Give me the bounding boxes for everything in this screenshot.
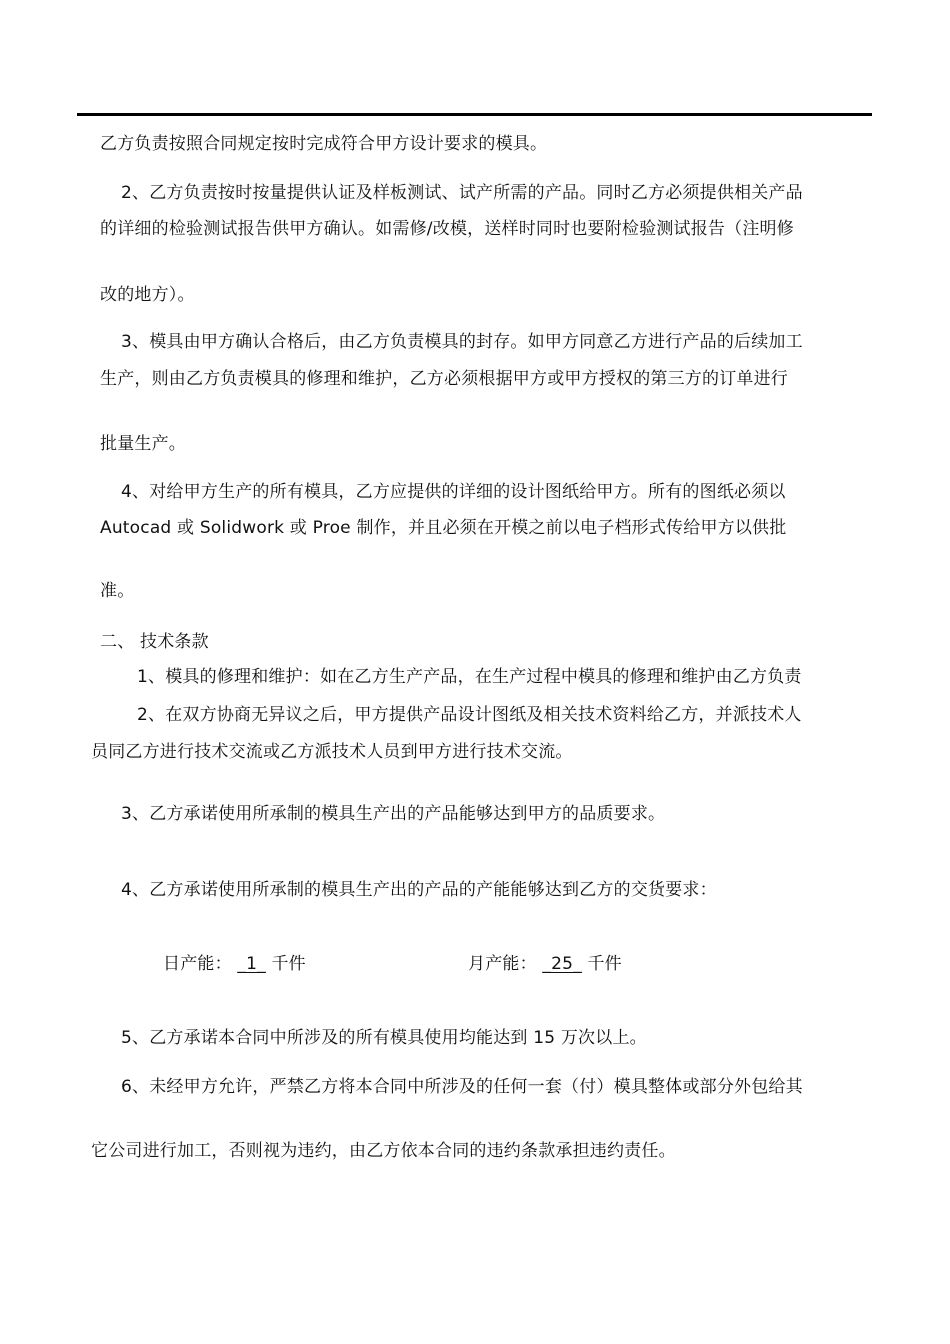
text-line-8: 4、对给甲方生产的所有模具，乙方应提供的详细的设计图纸给甲方。所有的图纸必须以 bbox=[121, 482, 786, 502]
text-line-18: 6、未经甲方允许，严禁乙方将本合同中所涉及的任何一套（付）模具整体或部分外包给其 bbox=[121, 1077, 803, 1097]
text-line-16: 4、乙方承诺使用所承制的模具生产出的产品的产能能够达到乙方的交货要求： bbox=[121, 880, 717, 900]
text-line-6: 生产，则由乙方负责模具的修理和维护，乙方必须根据甲方或甲方授权的第三方的订单进行 bbox=[100, 369, 788, 389]
text-line-5: 3、模具由甲方确认合格后，由乙方负责模具的封存。如甲方同意乙方进行产品的后续加工 bbox=[121, 332, 803, 352]
text-line-17: 5、乙方承诺本合同中所涉及的所有模具使用均能达到 15 万次以上。 bbox=[121, 1028, 647, 1048]
text-line-14: 员同乙方进行技术交流或乙方派技术人员到甲方进行技术交流。 bbox=[91, 742, 573, 762]
text-line-15: 3、乙方承诺使用所承制的模具生产出的产品能够达到甲方的品质要求。 bbox=[121, 804, 666, 824]
text-line-13: 2、在双方协商无异议之后，甲方提供产品设计图纸及相关技术资料给乙方，并派技术人 bbox=[137, 705, 802, 725]
text-line-3: 的详细的检验测试报告供甲方确认。如需修/改模，送样时同时也要附检验测试报告（注明修 bbox=[100, 219, 794, 239]
text-line-19: 它公司进行加工，否则视为违约，由乙方依本合同的违约条款承担违约责任。 bbox=[91, 1141, 676, 1161]
daily-capacity-label: 日产能： bbox=[163, 954, 232, 974]
text-line-7: 批量生产。 bbox=[100, 434, 186, 454]
text-line-4: 改的地方）。 bbox=[100, 285, 195, 305]
daily-capacity-value: _1_ bbox=[237, 954, 266, 974]
text-line-2: 2、乙方负责按时按量提供认证及样板测试、试产所需的产品。同时乙方必须提供相关产品 bbox=[121, 183, 803, 203]
text-line-12: 1、模具的修理和维护：如在乙方生产产品，在生产过程中模具的修理和维护由乙方负责 bbox=[137, 667, 802, 687]
daily-capacity-unit: 千件 bbox=[271, 954, 306, 974]
monthly-capacity-label: 月产能： bbox=[468, 954, 537, 974]
monthly-capacity-unit: 千件 bbox=[587, 954, 622, 974]
daily-capacity bbox=[163, 953, 306, 975]
monthly-capacity bbox=[468, 953, 622, 975]
text-line-9: Autocad 或 Solidwork 或 Proe 制作，并且必须在开模之前以电子档形式传给甲方以供批 bbox=[100, 518, 787, 538]
header-rule bbox=[77, 113, 872, 116]
text-line-10: 准。 bbox=[100, 581, 135, 601]
monthly-capacity-value: _25_ bbox=[542, 954, 582, 974]
section-heading: 二、 技术条款 bbox=[100, 632, 209, 652]
text-line-1: 乙方负责按照合同规定按时完成符合甲方设计要求的模具。 bbox=[100, 134, 548, 154]
